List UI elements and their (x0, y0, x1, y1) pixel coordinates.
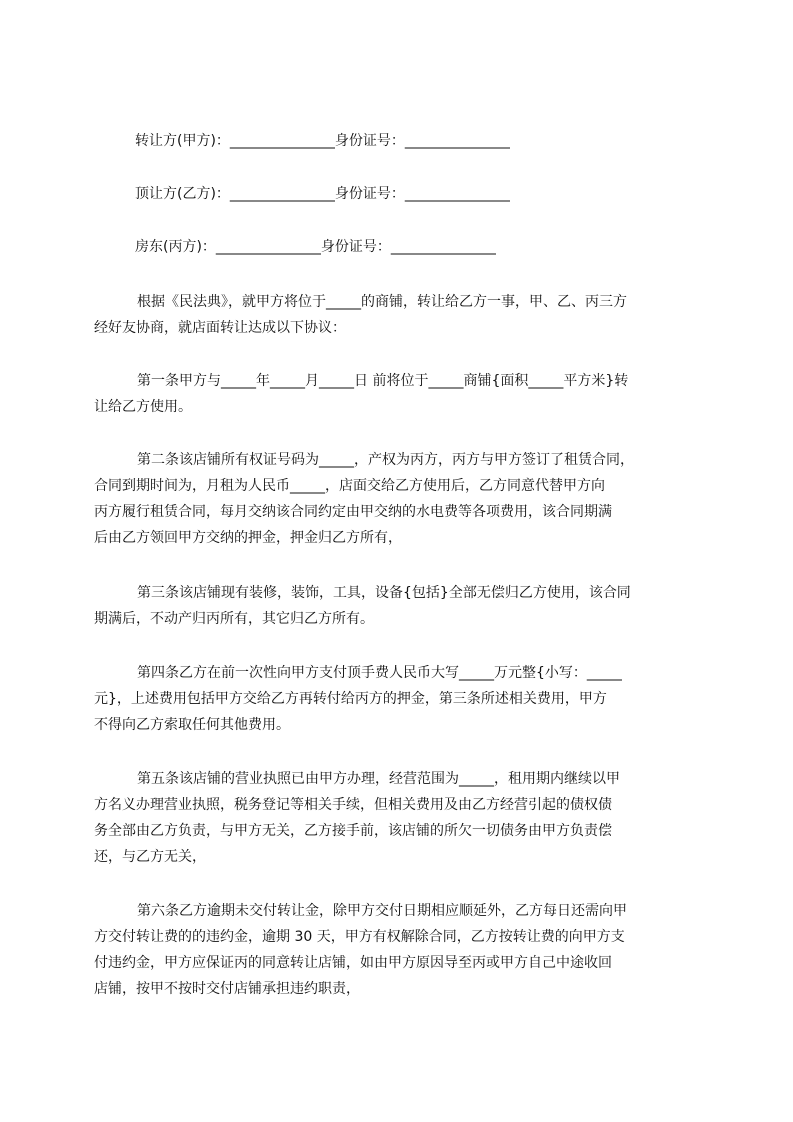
text-line: 丙方履行租赁合同，每月交纳该合同约定由甲交纳的水电费等各项费用，该合同期满 (94, 504, 612, 520)
text-line: 后由乙方领回甲方交纳的押金，押金归乙方所有， (94, 530, 402, 546)
text-line: 元}，上述费用包括甲方交给乙方再转付给丙方的押金，第三条所述相关费用，甲方 (94, 691, 607, 707)
text-line: 方名义办理营业执照，税务登记等相关手续，但相关费用及由乙方经营引起的债权债 (94, 797, 612, 813)
clause-3-paragraph (94, 580, 699, 632)
clause-2-paragraph (94, 447, 699, 551)
clause-1-paragraph (94, 368, 699, 420)
text-line: 让给乙方使用。 (94, 399, 192, 415)
text-line: 店铺，按甲不按时交付店铺承担违约职责， (94, 981, 360, 997)
preamble-paragraph (94, 289, 699, 341)
clause-6-paragraph (94, 898, 699, 1002)
party-transferee-line: 顶让方(乙方)：_______________身份证号：_______________ (135, 186, 510, 202)
text-line: 第五条该店铺的营业执照已由甲方办理，经营范围为_____，租用期内继续以甲 (137, 771, 620, 787)
text-line: 第三条该店铺现有装修，装饰，工具，设备{包括}全部无偿归乙方使用，该合同 (137, 585, 631, 601)
text-line: 第四条乙方在前一次性向甲方支付顶手费人民币大写_____万元整{小写：_____ (137, 665, 622, 681)
text-line: 第一条甲方与_____年_____月_____日 前将位于_____商铺{面积_____平方米}转 (137, 373, 629, 389)
text-line: 付违约金，甲方应保证丙的同意转让店铺，如由甲方原因导至丙或甲方自己中途收回 (94, 955, 612, 971)
text-line: 还，与乙方无关， (94, 849, 206, 865)
text-line: 期满后，不动产归丙所有，其它归乙方所有。 (94, 611, 374, 627)
text-line: 方交付转让费的的违约金，逾期 30 天，甲方有权解除合同，乙方按转让费的向甲方支 (94, 929, 625, 945)
text-line: 合同到期时间为，月租为人民币_____，店面交给乙方使用后，乙方同意代替甲方向 (94, 478, 605, 494)
text-line: 务全部由乙方负责，与甲方无关，乙方接手前，该店铺的所欠一切债务由甲方负责偿 (94, 823, 612, 839)
text-line: 根据《民法典》，就甲方将位于_____的商铺，转让给乙方一事，甲、乙、丙三方 (137, 294, 627, 310)
text-line: 经好友协商，就店面转让达成以下协议： (94, 320, 346, 336)
party-landlord-line: 房东(丙方)：_______________身份证号：_______________ (135, 239, 496, 255)
text-line: 第二条该店铺所有权证号码为_____，产权为丙方，丙方与甲方签订了租赁合同， (137, 452, 634, 468)
text-line: 不得向乙方索取任何其他费用。 (94, 717, 290, 733)
clause-4-paragraph (94, 660, 699, 738)
clause-5-paragraph (94, 766, 699, 870)
text-line: 第六条乙方逾期未交付转让金，除甲方交付日期相应顺延外，乙方每日还需向甲 (137, 903, 627, 919)
party-transferor-line: 转让方(甲方)：_______________身份证号：_______________ (135, 133, 510, 149)
